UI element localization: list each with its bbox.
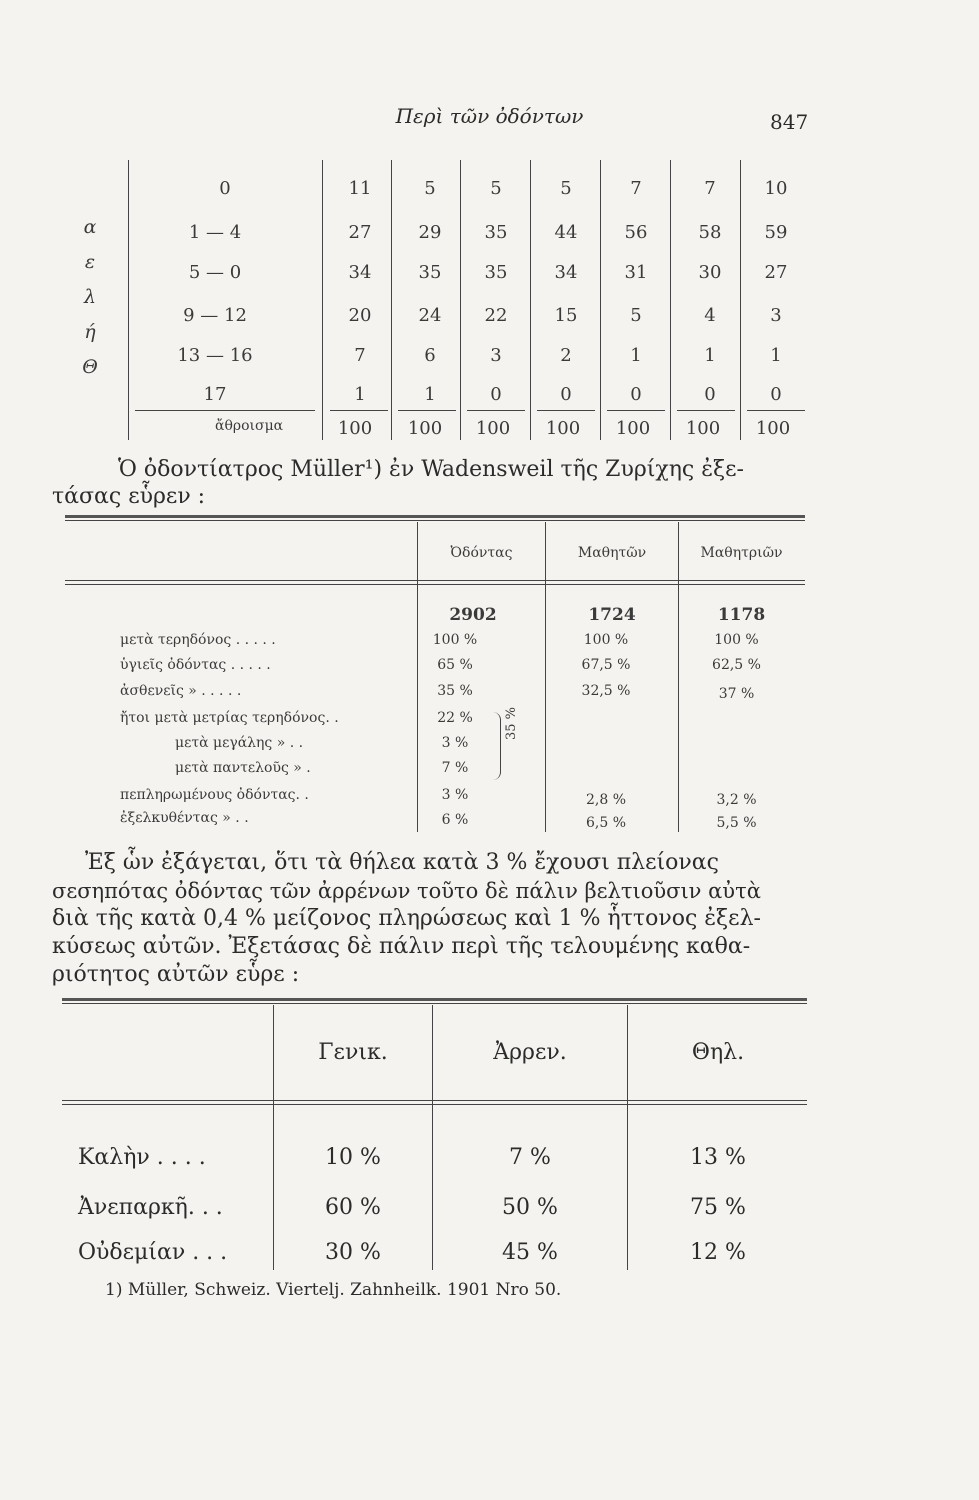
cell: 22 <box>484 305 508 326</box>
cell: 0 <box>490 384 502 405</box>
cell: 65 % <box>437 657 473 673</box>
cell: 30 % <box>325 1240 381 1265</box>
cell: 3 % <box>441 787 469 803</box>
cell: 1 <box>704 345 716 366</box>
cell: 35 <box>484 222 508 243</box>
cell: 37 % <box>718 686 755 702</box>
row-label: 0 <box>219 178 231 199</box>
cell: 31 <box>624 262 648 283</box>
brace <box>492 712 501 780</box>
cell: 44 <box>554 222 578 243</box>
cell: 10 % <box>325 1145 381 1170</box>
row-label: μετὰ μεγάλης » . . <box>175 735 304 751</box>
cell: 1 <box>424 384 436 405</box>
rule <box>747 410 805 411</box>
cell: 34 <box>348 262 372 283</box>
paragraph-line: κύσεως αὐτῶν. Ἐξετάσας δὲ πάλιν περὶ τῆς τελουμένης καθα- <box>52 934 751 959</box>
cell: 5 <box>630 305 642 326</box>
cell: 6 <box>424 345 436 366</box>
rule <box>62 1100 807 1101</box>
rule <box>135 410 315 411</box>
cell: 29 <box>418 222 442 243</box>
cell: 11 <box>348 178 372 199</box>
vertical-label: α ε λ ή Θ <box>82 216 98 378</box>
rule <box>670 160 671 440</box>
paragraph-line: ριότητος αὐτῶν εὗρε : <box>52 962 300 987</box>
cell: 5 <box>424 178 436 199</box>
paragraph-line: σεσηπότας ὀδόντας τῶν ἀρρένων τοῦτο δὲ πάλιν βελτιοῦσιν αὐτὰ <box>52 879 761 903</box>
row-label: ἐξελκυθέντας » . . <box>120 810 249 826</box>
row-label: πεπληρωμένους ὀδόντας. . <box>120 787 309 803</box>
total-count: 2902 <box>449 605 497 625</box>
rule <box>65 515 805 518</box>
row-label: ἀσθενεῖς » . . . . . <box>120 683 242 699</box>
paragraph-line: Ὁ ὀδοντίατρος Müller¹) ἐν Wadensweil τῆς Ζυρίχης ἐξε- <box>118 457 744 482</box>
row-label: 13 — 16 <box>177 345 253 366</box>
rule <box>62 1003 807 1004</box>
cell: 1 <box>354 384 366 405</box>
cell: 15 <box>554 305 578 326</box>
rule <box>678 522 679 832</box>
total-cell: 100 <box>755 418 791 439</box>
cell: 100 % <box>583 632 629 648</box>
cell: 10 <box>764 178 788 199</box>
cell: 3 <box>770 305 782 326</box>
cell: 2,8 % <box>585 792 627 808</box>
cell: 45 % <box>502 1240 558 1265</box>
row-label: μετὰ παντελοῦς » . <box>175 760 311 776</box>
rule <box>128 160 129 440</box>
cell: 62,5 % <box>712 657 761 673</box>
rule <box>530 160 531 440</box>
column-header: Ἀρρεν. <box>493 1040 567 1065</box>
cell: 30 <box>698 262 722 283</box>
cell: 7 % <box>441 760 469 776</box>
paragraph-line: τάσας εὗρεν : <box>52 484 206 509</box>
rule <box>600 160 601 440</box>
cell: 35 % <box>437 683 473 699</box>
total-label: ἄθροισμα <box>215 418 284 434</box>
row-label: 1 — 4 <box>188 222 242 243</box>
paragraph-line: Ἐξ ὧν ἐξάγεται, ὅτι τὰ θήλεα κατὰ 3 % ἔχουσι πλείονας <box>85 850 719 875</box>
rule <box>65 520 805 521</box>
row-label: Ἀνεπαρκῆ. . . <box>78 1195 223 1220</box>
total-count: 1178 <box>717 605 766 625</box>
rule <box>537 410 595 411</box>
rule <box>391 160 392 440</box>
cell: 35 <box>418 262 442 283</box>
rule <box>460 160 461 440</box>
cell: 58 <box>698 222 722 243</box>
cell: 5 <box>560 178 572 199</box>
cell: 100 % <box>432 632 478 648</box>
total-cell: 100 <box>337 418 373 439</box>
cell: 59 <box>764 222 788 243</box>
row-label: 5 — 0 <box>188 262 242 283</box>
cell: 27 <box>764 262 788 283</box>
row-label: μετὰ τερηδόνος . . . . . <box>120 632 276 648</box>
rule <box>467 410 525 411</box>
rule <box>417 522 418 832</box>
page-number: 847 <box>770 110 809 134</box>
cell: 3 <box>490 345 502 366</box>
paragraph-line: διὰ τῆς κατὰ 0,4 % μείζονος πληρώσεως καὶ 1 % ἧττονος ἐξελ- <box>52 906 761 931</box>
cell: 7 % <box>509 1145 551 1170</box>
column-header: Μαθητῶν <box>577 545 647 561</box>
cell: 5 <box>490 178 502 199</box>
cell: 4 <box>704 305 716 326</box>
total-cell: 100 <box>615 418 651 439</box>
cell: 6 % <box>441 812 469 828</box>
total-cell: 100 <box>407 418 443 439</box>
rule <box>65 584 805 585</box>
row-label: Οὐδεμίαν . . . <box>78 1240 228 1265</box>
rule <box>62 1104 807 1105</box>
cell: 67,5 % <box>581 657 631 673</box>
column-header: Θηλ. <box>691 1040 745 1065</box>
column-header: Γενικ. <box>318 1040 388 1065</box>
brace-label: 35 % <box>504 706 519 740</box>
cell: 0 <box>704 384 716 405</box>
rule <box>330 410 388 411</box>
rule <box>322 160 323 440</box>
row-label: ἤτοι μετὰ μετρίας τερηδόνος. . <box>120 710 339 726</box>
total-cell: 100 <box>475 418 511 439</box>
cell: 13 % <box>690 1145 746 1170</box>
footnote: 1) Müller, Schweiz. Viertelj. Zahnheilk. 1901 Nro 50. <box>105 1280 562 1300</box>
rule <box>740 160 741 440</box>
row-label: ὑγιεῖς ὀδόντας . . . . . <box>120 657 271 673</box>
row-label: 9 — 12 <box>183 305 247 326</box>
rule <box>398 410 456 411</box>
total-count: 1724 <box>588 605 636 625</box>
cell: 0 <box>560 384 572 405</box>
cell: 3 % <box>441 735 469 751</box>
rule <box>545 522 546 832</box>
cell: 0 <box>770 384 782 405</box>
cell: 1 <box>630 345 642 366</box>
cell: 7 <box>704 178 716 199</box>
row-label: Καλὴν . . . . <box>78 1145 206 1170</box>
column-header: Μαθητριῶν <box>700 545 783 561</box>
row-label: 17 <box>203 384 227 405</box>
rule <box>62 998 807 1001</box>
cell: 6,5 % <box>585 815 627 831</box>
cell: 7 <box>354 345 366 366</box>
cell: 75 % <box>690 1195 746 1220</box>
rule <box>65 580 805 581</box>
cell: 60 % <box>325 1195 381 1220</box>
cell: 5,5 % <box>716 815 757 831</box>
cell: 27 <box>348 222 372 243</box>
cell: 50 % <box>502 1195 558 1220</box>
running-title: Περὶ τῶν ὀδόντων <box>395 104 584 128</box>
cell: 7 <box>630 178 642 199</box>
cell: 35 <box>484 262 508 283</box>
cell: 22 % <box>437 710 473 726</box>
cell: 3,2 % <box>716 792 757 808</box>
rule <box>677 410 735 411</box>
cell: 0 <box>630 384 642 405</box>
cell: 2 <box>560 345 572 366</box>
total-cell: 100 <box>685 418 721 439</box>
cell: 1 <box>770 345 782 366</box>
cell: 12 % <box>690 1240 746 1265</box>
cell: 20 <box>348 305 372 326</box>
cell: 24 <box>418 305 442 326</box>
cell: 34 <box>554 262 578 283</box>
total-cell: 100 <box>545 418 581 439</box>
cell: 32,5 % <box>581 683 631 699</box>
column-header: Ὀδόντας <box>450 545 513 561</box>
rule <box>607 410 665 411</box>
cell: 56 <box>624 222 648 243</box>
cell: 100 % <box>714 632 759 648</box>
